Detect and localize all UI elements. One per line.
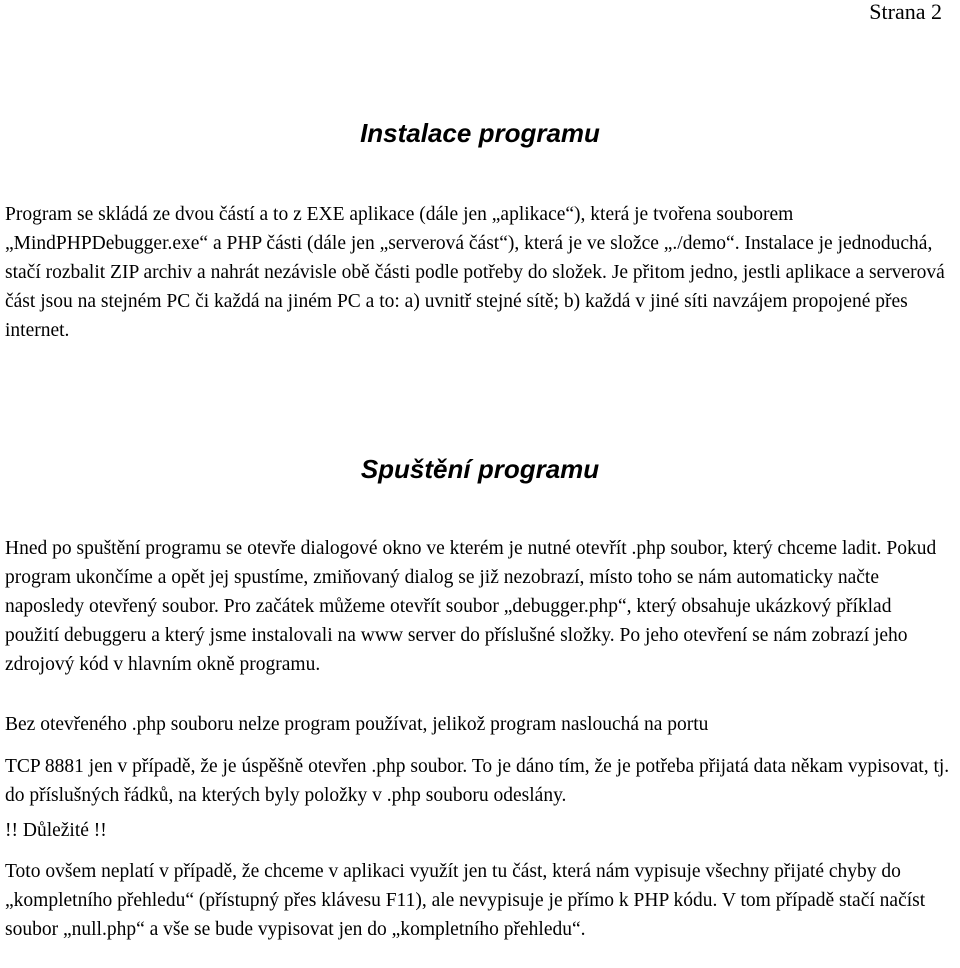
launch-paragraph — [5, 534, 950, 679]
installation-sentence: Instalace je jednoduchá, stačí rozbalit ZIP archiv a nahrát nezávisle obě části podle potřeby do složek. — [5, 233, 933, 283]
tcp-sentence: TCP 8881 jen v případě, že je úspěšně otevřen .php soubor. — [5, 756, 468, 777]
important-label: !! Důležité !! — [5, 820, 107, 841]
launch-sentence: Pokud program ukončíme a opět jej spustíme, zmiňovaný dialog se již nezobrazí, místo toho se nám automaticky načte naposledy otevřený soubor. — [5, 538, 937, 617]
exception-sentence: Toto ovšem neplatí v případě, že chceme v aplikaci využít jen tu část, která nám vypisuje všechny přijaté chyby do „kompletního přehledu“ (přístupný přes klávesu F11), ale nevypisuje je přímo k PHP kódu. — [5, 861, 901, 911]
installation-sentence: Program se skládá ze dvou částí a to z EXE aplikace (dále jen „aplikace“), která je tvořena souborem „MindPHPDebugger.exe“ a PHP části (dále jen „serverová část“), která je ve složce „./demo“. — [5, 204, 794, 254]
tcp-paragraph — [5, 752, 950, 810]
section-heading-launch: Spuštění programu — [360, 454, 600, 484]
page-number: Strana 2 — [869, 0, 942, 24]
installation-paragraph — [5, 200, 950, 345]
exception-paragraph — [5, 857, 950, 944]
tcp-sentence: To je dáno tím, že je potřeba přijatá data někam vypisovat, tj. do příslušných řádků, na kterých byly položky v .php souboru odeslány. — [5, 756, 950, 806]
launch-sentence: Hned po spuštění programu se otevře dialogové okno ve kterém je nutné otevřít .php soubor, který chceme ladit. — [5, 538, 882, 559]
launch-sentence: Po jeho otevření se nám zobrazí jeho zdrojový kód v hlavním okně programu. — [5, 625, 908, 675]
exception-sentence: V tom případě stačí načíst soubor „null.php“ a vše se bude vypisovat jen do „kompletního přehledu“. — [5, 890, 926, 940]
installation-sentence: Je přitom jedno, jestli aplikace a serverová část jsou na stejném PC či každá na jiném PC a to: a) uvnitř stejné sítě; b) každá v jiné síti navzájem propojené přes internet. — [5, 262, 945, 341]
port-paragraph: Bez otevřeného .php souboru nelze program používat, jelikož program naslouchá na portu — [5, 714, 709, 735]
launch-sentence: Pro začátek můžeme otevřít soubor „debugger.php“, který obsahuje ukázkový příklad použití debuggeru a který jsme instalovali na www server do příslušné složky. — [5, 596, 892, 646]
section-heading-installation: Instalace programu — [360, 118, 600, 148]
